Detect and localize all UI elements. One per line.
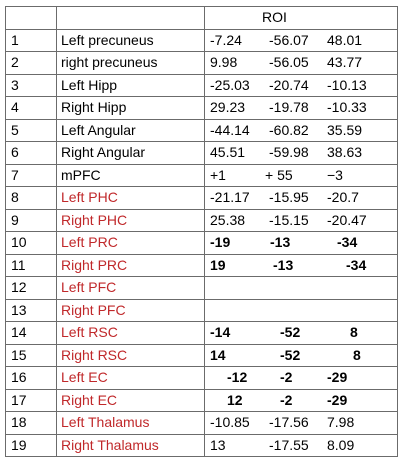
coordinates-cell	[205, 29, 398, 52]
header-row	[6, 7, 398, 30]
region-name-cell: Left PHC	[57, 187, 205, 210]
coord-z-value: -20.47	[327, 211, 367, 228]
coord-z-value: -20.7	[327, 189, 359, 205]
row-number-cell: 15	[6, 344, 57, 367]
table-row	[6, 389, 398, 412]
coord-y-value: -13	[270, 234, 291, 250]
row-number-cell: 19	[6, 434, 57, 457]
coord-z-value: -34	[346, 256, 367, 273]
coord-z-value: 8	[350, 324, 358, 340]
region-name-cell: Right EC	[57, 389, 205, 412]
coord-x-value: 13	[210, 436, 226, 453]
coord-y-value: -52	[280, 346, 301, 363]
row-number-cell: 6	[6, 142, 57, 165]
region-name-cell: right precuneus	[57, 52, 205, 75]
row-number-cell: 13	[6, 299, 57, 322]
coord-x-value: 9.98	[210, 54, 238, 70]
table-row	[6, 412, 398, 435]
coord-z-value: −3	[327, 166, 343, 183]
region-name-cell: Left RSC	[57, 322, 205, 345]
row-number-cell: 4	[6, 97, 57, 120]
coordinates-cell	[205, 322, 398, 345]
header-name-cell	[57, 7, 205, 30]
coord-y-value: -15.15	[269, 211, 309, 228]
row-number-cell: 2	[6, 52, 57, 75]
coord-y-value: -2	[280, 391, 293, 408]
coordinates-cell	[205, 164, 398, 187]
coord-z-value: -10.13	[327, 76, 367, 93]
coord-z-value: 43.77	[327, 54, 363, 70]
coord-y-value: + 55	[265, 166, 293, 183]
coord-y-value: -59.98	[269, 144, 309, 160]
table-row	[6, 209, 398, 232]
region-name-cell: Right PFC	[57, 299, 205, 322]
coord-x-value: -10.85	[210, 414, 250, 430]
coordinates-cell	[205, 412, 398, 435]
table-row	[6, 187, 398, 210]
table-row	[6, 277, 398, 300]
coord-z-value: -34	[337, 234, 358, 250]
table-row	[6, 142, 398, 165]
region-name-cell: Right Angular	[57, 142, 205, 165]
table-row	[6, 29, 398, 52]
region-name-cell: Right PHC	[57, 209, 205, 232]
coord-z-value: -10.33	[327, 99, 367, 115]
row-number-cell: 18	[6, 412, 57, 435]
row-number-cell: 7	[6, 164, 57, 187]
coord-y-value: -52	[280, 324, 301, 340]
row-number-cell: 9	[6, 209, 57, 232]
roi-table	[5, 6, 398, 457]
coord-y-value: -20.74	[269, 76, 309, 93]
coord-x-value: -19	[210, 234, 231, 250]
row-number-cell: 12	[6, 277, 57, 300]
table-row	[6, 119, 398, 142]
coord-z-value: 8	[353, 346, 361, 363]
region-name-cell: Left precuneus	[57, 29, 205, 52]
coord-x-value: 29.23	[210, 99, 246, 115]
region-name-cell: Left Thalamus	[57, 412, 205, 435]
row-number-cell: 5	[6, 119, 57, 142]
coord-y-value: -19.78	[269, 99, 309, 115]
coordinates-cell	[205, 74, 398, 97]
row-number-cell: 1	[6, 29, 57, 52]
region-name-cell: Left Angular	[57, 119, 205, 142]
row-number-cell: 3	[6, 74, 57, 97]
table-row	[6, 164, 398, 187]
table-row	[6, 344, 398, 367]
region-name-cell: Left EC	[57, 367, 205, 390]
table-row	[6, 299, 398, 322]
table-row	[6, 97, 398, 120]
region-name-cell: Left PRC	[57, 232, 205, 255]
coordinates-cell	[205, 97, 398, 120]
coord-y-value: -2	[280, 369, 293, 385]
coord-x-value: -7.24	[210, 31, 242, 48]
coord-y-value: -60.82	[269, 121, 309, 138]
coord-x-value: 25.38	[210, 211, 246, 228]
row-number-cell: 17	[6, 389, 57, 412]
region-name-cell: Left Hipp	[57, 74, 205, 97]
coord-y-value: -15.95	[269, 189, 309, 205]
coord-z-value: 7.98	[327, 414, 355, 430]
region-name-cell: Right PRC	[57, 254, 205, 277]
coord-y-value: -17.55	[269, 436, 309, 453]
coordinates-cell	[205, 142, 398, 165]
coord-y-value: -56.07	[269, 31, 309, 48]
region-name-cell: mPFC	[57, 164, 205, 187]
table-row	[6, 434, 398, 457]
coord-x-value: -25.03	[210, 76, 250, 93]
coordinates-cell	[205, 367, 398, 390]
table-row	[6, 322, 398, 345]
table-row	[6, 232, 398, 255]
row-number-cell: 14	[6, 322, 57, 345]
coord-x-value: 12	[227, 391, 243, 408]
coord-y-value: -17.56	[269, 414, 309, 430]
coordinates-cell	[205, 299, 398, 322]
header-num-cell	[6, 7, 57, 30]
table-row	[6, 367, 398, 390]
coord-x-value: 19	[210, 256, 226, 273]
coordinates-cell	[205, 187, 398, 210]
region-name-cell: Right Thalamus	[57, 434, 205, 457]
coord-z-value: 8.09	[327, 436, 355, 453]
coord-z-value: 38.63	[327, 144, 363, 160]
coord-x-value: 45.51	[210, 144, 246, 160]
coord-z-value: -29	[327, 369, 348, 385]
coord-x-value: -14	[210, 324, 231, 340]
coord-x-value: 14	[210, 346, 226, 363]
coordinates-cell	[205, 254, 398, 277]
region-name-cell: Right RSC	[57, 344, 205, 367]
row-number-cell: 8	[6, 187, 57, 210]
table-row	[6, 74, 398, 97]
row-number-cell: 11	[6, 254, 57, 277]
coordinates-cell	[205, 434, 398, 457]
table-row	[6, 254, 398, 277]
coord-z-value: -29	[327, 391, 348, 408]
coord-z-value: 35.59	[327, 121, 363, 138]
coordinates-cell	[205, 232, 398, 255]
coord-y-value: -56.05	[269, 54, 309, 70]
coordinates-cell	[205, 389, 398, 412]
region-name-cell: Right Hipp	[57, 97, 205, 120]
coordinates-cell	[205, 344, 398, 367]
coordinates-cell	[205, 277, 398, 300]
header-roi-cell	[205, 7, 398, 30]
coord-x-value: -21.17	[210, 189, 250, 205]
row-number-cell: 16	[6, 367, 57, 390]
coord-y-value: -13	[273, 256, 294, 273]
coord-x-value: +1	[210, 166, 226, 183]
coord-x-value: -12	[227, 369, 248, 385]
table-row	[6, 52, 398, 75]
coordinates-cell	[205, 209, 398, 232]
roi-header-label: ROI	[262, 9, 287, 26]
coordinates-cell	[205, 52, 398, 75]
coord-x-value: -44.14	[210, 121, 250, 138]
coordinates-cell	[205, 119, 398, 142]
coord-z-value: 48.01	[327, 31, 363, 48]
row-number-cell: 10	[6, 232, 57, 255]
region-name-cell: Left PFC	[57, 277, 205, 300]
